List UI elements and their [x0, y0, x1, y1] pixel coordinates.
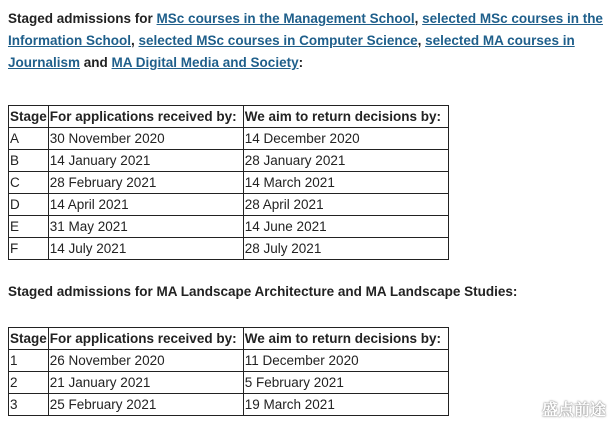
header-applications-received: For applications received by:	[48, 106, 243, 128]
intro-and: and	[80, 55, 112, 70]
link-ma-digital-media-society[interactable]: MA Digital Media and Society	[111, 55, 299, 70]
cell-stage: 3	[9, 394, 49, 416]
cell-stage: E	[9, 216, 49, 238]
cell-decision-date: 14 December 2020	[243, 128, 448, 150]
link-msc-computer-science[interactable]: selected MSc courses in Computer Science	[138, 33, 418, 48]
table-row	[9, 194, 449, 216]
header-applications-received: For applications received by:	[48, 328, 243, 350]
cell-decision-date: 14 March 2021	[243, 172, 448, 194]
cell-decision-date: 11 December 2020	[243, 350, 448, 372]
cell-application-date: 25 February 2021	[48, 394, 243, 416]
staged-admissions-table-2	[8, 327, 449, 416]
watermark	[516, 397, 606, 420]
cell-application-date: 28 February 2021	[48, 172, 243, 194]
staged-admissions-table-1	[8, 105, 449, 260]
cell-decision-date: 28 July 2021	[243, 238, 448, 260]
table-header-row	[9, 328, 449, 350]
cell-decision-date: 5 February 2021	[243, 372, 448, 394]
table-row	[9, 172, 449, 194]
header-decisions-return: We aim to return decisions by:	[243, 328, 448, 350]
table-row	[9, 372, 449, 394]
cell-decision-date: 28 April 2021	[243, 194, 448, 216]
cell-decision-date: 14 June 2021	[243, 216, 448, 238]
intro-separator: ,	[417, 33, 426, 48]
cell-application-date: 14 July 2021	[48, 238, 243, 260]
cell-application-date: 21 January 2021	[48, 372, 243, 394]
cell-stage: B	[9, 150, 49, 172]
cell-decision-date: 28 January 2021	[243, 150, 448, 172]
section-heading-landscape: Staged admissions for MA Landscape Architecture and MA Landscape Studies:	[8, 284, 518, 299]
cell-application-date: 30 November 2020	[48, 128, 243, 150]
header-stage: Stage	[9, 106, 49, 128]
header-stage: Stage	[9, 328, 49, 350]
cell-application-date: 14 January 2021	[48, 150, 243, 172]
weibo-icon	[516, 401, 538, 417]
cell-stage: 1	[9, 350, 49, 372]
cell-stage: D	[9, 194, 49, 216]
table-row	[9, 128, 449, 150]
watermark-text: 盛点前途	[541, 402, 606, 419]
table-row	[9, 150, 449, 172]
cell-stage: 2	[9, 372, 49, 394]
table-header-row	[9, 106, 449, 128]
intro-prefix: Staged admissions for	[8, 11, 157, 26]
link-ma-journalism[interactable]: selected MA courses in Journalism	[8, 33, 575, 70]
cell-stage: F	[9, 238, 49, 260]
table-row	[9, 216, 449, 238]
header-decisions-return: We aim to return decisions by:	[243, 106, 448, 128]
link-msc-information-school[interactable]: selected MSc courses in the Information School	[8, 11, 603, 48]
table-row	[9, 350, 449, 372]
cell-application-date: 31 May 2021	[48, 216, 243, 238]
cell-decision-date: 19 March 2021	[243, 394, 448, 416]
intro-separator: ,	[414, 11, 423, 26]
intro-paragraph	[8, 8, 608, 74]
cell-application-date: 26 November 2020	[48, 350, 243, 372]
cell-stage: A	[9, 128, 49, 150]
link-msc-management-school[interactable]: MSc courses in the Management School	[156, 11, 415, 26]
intro-suffix: :	[298, 55, 304, 70]
cell-application-date: 14 April 2021	[48, 194, 243, 216]
table-row	[9, 238, 449, 260]
cell-stage: C	[9, 172, 49, 194]
table-row	[9, 394, 449, 416]
intro-separator: ,	[131, 33, 139, 48]
